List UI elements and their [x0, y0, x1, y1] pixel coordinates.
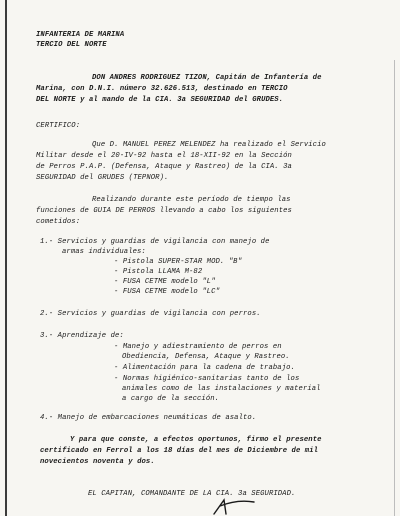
item-3-sub-4: - Normas higiénico-sanitarias tanto de los — [114, 375, 300, 383]
closing-line-2: certificado en Ferrol a los 18 días del mes de Diciembre de mil — [40, 447, 319, 455]
item-3-sub-6: a cargo de la sección. — [122, 395, 220, 403]
closing-line-3: novecientos noventa y dos. — [40, 458, 155, 466]
item-3-sub-5: animales como de las instalaciones y material — [122, 385, 321, 393]
item-3-title: 3.- Aprendizaje de: — [40, 332, 124, 340]
letterhead-line-2: TERCIO DEL NORTE — [36, 41, 107, 49]
weapon-4: - FUSA CETME modelo "LC" — [114, 288, 220, 296]
p1-line-3: de Perros P.A.P. (Defensa, Ataque y Rastreo) de la CIA. 3a — [36, 163, 292, 171]
weapon-2: - Pistola LLAMA M-82 — [114, 268, 203, 276]
item-2: 2.- Servicios y guardias de vigilancia con perros. — [40, 310, 261, 318]
scan-edge — [5, 0, 7, 516]
scan-edge-right — [394, 60, 395, 516]
certifico-heading: CERTIFICO: — [36, 122, 81, 130]
p1-line-2: Militar desde el 20-IV-92 hasta el 18-XII-92 en la Sección — [36, 152, 292, 160]
letterhead — [36, 30, 124, 50]
p1-line-1: Que D. MANUEL PEREZ MELENDEZ ha realizado el Servicio — [92, 141, 326, 149]
intro-line-3: DEL NORTE y al mando de la CIA. 3a SEGURIDAD del GRUDES. — [36, 96, 284, 104]
weapon-3: - FUSA CETME modelo "L" — [114, 278, 216, 286]
signature-title: EL CAPITAN, COMANDANTE DE LA CIA. 3a SEGURIDAD. — [88, 490, 296, 498]
item-4: 4.- Manejo de embarcaciones neumáticas de asalto. — [40, 414, 257, 422]
item-3-sub-2: Obediencia, Defensa, Ataque y Rastreo. — [122, 353, 290, 361]
closing-line-1: Y para que conste, a efectos oportunos, firmo el presente — [70, 436, 322, 444]
item-3-sub-1: - Manejo y adiestramiento de perros en — [114, 343, 282, 351]
letterhead-line-1: INFANTERIA DE MARINA — [36, 31, 125, 39]
p2-line-2: funciones de GUIA DE PERROS llevando a cabo los siguientes — [36, 207, 292, 215]
p2-line-3: cometidos: — [36, 218, 81, 226]
p1-line-4: SEGURIDAD del GRUDES (TEPNOR). — [36, 174, 169, 182]
item-1-line-1: 1.- Servicios y guardias de vigilancia con manejo de — [40, 238, 270, 246]
item-1-line-2: armas individuales: — [62, 248, 146, 256]
weapon-1: - Pistola SUPER-STAR MOD. "B" — [114, 258, 242, 266]
intro-line-1: DON ANDRES RODRIGUEZ TIZON, Capitán de Infantería de — [92, 74, 322, 82]
intro-line-2: Marina, con D.N.I. número 32.626.513, destinado en TERCIO — [36, 85, 288, 93]
item-3-sub-3: - Alimentación para la cadena de trabajo. — [114, 364, 295, 372]
p2-line-1: Realizando durante este período de tiempo las — [92, 196, 291, 204]
handwritten-signature — [200, 494, 260, 516]
